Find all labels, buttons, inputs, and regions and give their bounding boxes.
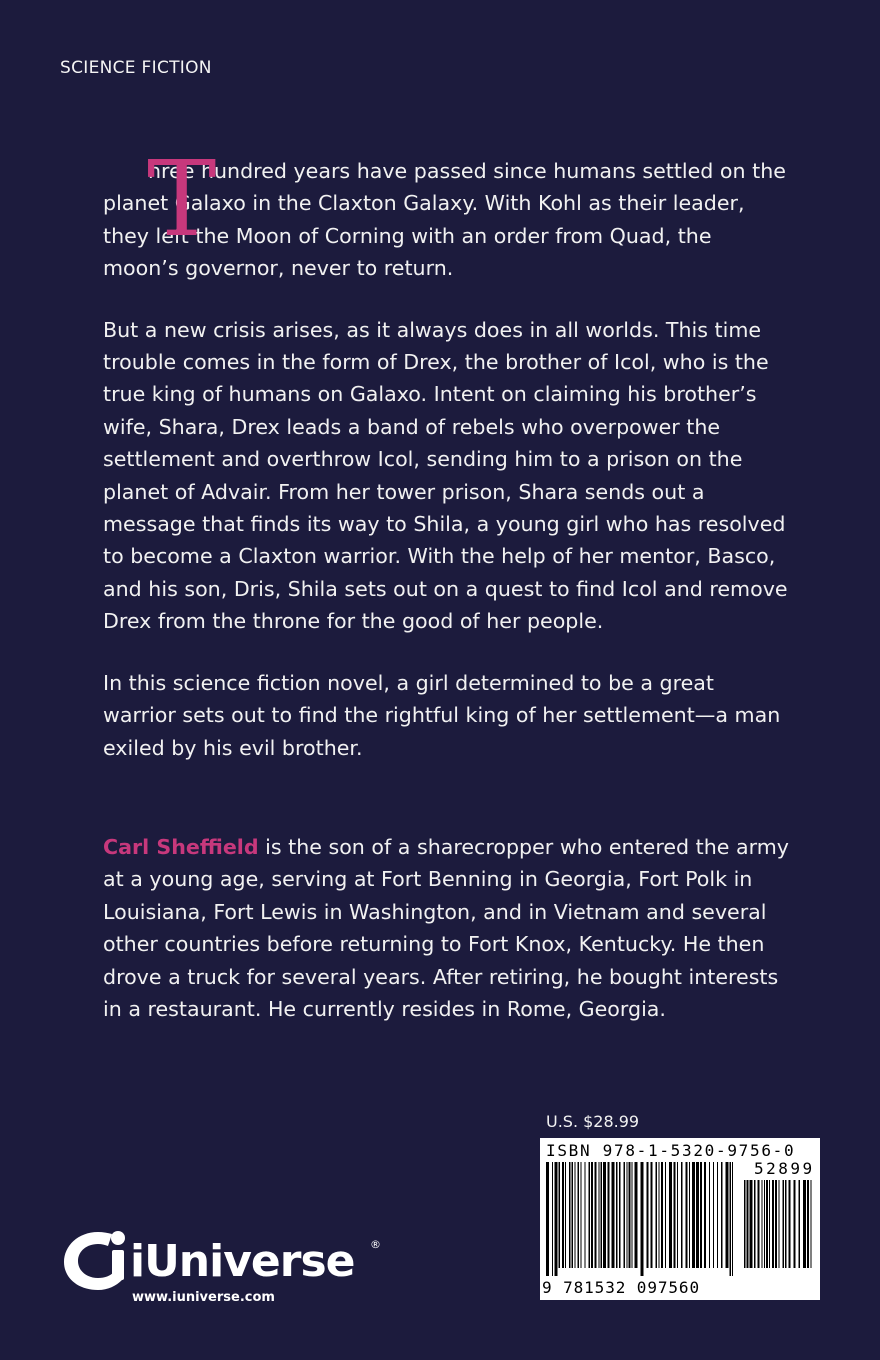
author-bio-paragraph: [103, 831, 793, 1025]
author-name: Carl Sheffield: [103, 835, 259, 859]
publisher-url: www.iuniverse.com: [132, 1290, 275, 1305]
addon-barcode-bars: [744, 1180, 814, 1276]
price-label: U.S. $28.99: [546, 1112, 640, 1131]
price-code: 52899: [754, 1159, 815, 1178]
publisher-name: iUniverse: [130, 1236, 355, 1287]
ean-digits: 9 781532 097560: [542, 1278, 700, 1297]
drop-cap: T: [147, 138, 217, 260]
iuniverse-logo-icon: [58, 1226, 136, 1296]
author-bio: [103, 831, 793, 1025]
publisher-logo: [58, 1226, 388, 1306]
registered-mark: ®: [370, 1238, 381, 1251]
blurb-paragraph-2: But a new crisis arises, as it always does in all worlds. This time trouble comes in the form of Drex, the brother of Icol, who is the true king of humans on Galaxo. Intent on claiming his brother’s wife, Shara, Drex leads a band of rebels who overpower the settlement and overthrow Icol, sending him to a prison on the planet of Advair. From her tower prison, Shara sends out a message that finds its way to Shila, a young girl who has resolved to become a Claxton warrior. With the help of her mentor, Basco, and his son, Dris, Shila sets out on a quest to find Icol and remove Drex from the throne for the good of her people.: [103, 317, 788, 634]
blurb-paragraph-1: [103, 138, 793, 285]
blurb-paragraph-1-text: hree hundred years have passed since humans settled on the planet Galaxo in the Claxton Galaxy. With Kohl as their leader, they left the Moon of Corning with an order from Quad, the moon’s governor, never to return.: [103, 159, 786, 281]
book-blurb: [103, 138, 793, 764]
isbn-number: ISBN 978-1-5320-9756-0: [546, 1141, 796, 1160]
ean-barcode-bars: [546, 1162, 736, 1276]
author-bio-text: is the son of a sharecropper who entered the army at a young age, serving at Fort Benning in Georgia, Fort Polk in Louisiana, Fort Lewis in Washington, and in Vietnam and several other countries before returning to Fort Knox, Kentucky. He then drove a truck for several years. After retiring, he bought interests in a restaurant. He currently resides in Rome, Georgia.: [103, 835, 789, 1022]
blurb-paragraph-3: In this science fiction novel, a girl determined to be a great warrior sets out to find the rightful king of her settlement—a man exiled by his evil brother.: [103, 670, 781, 760]
isbn-barcode: [540, 1138, 820, 1300]
genre-label: SCIENCE FICTION: [60, 58, 212, 78]
